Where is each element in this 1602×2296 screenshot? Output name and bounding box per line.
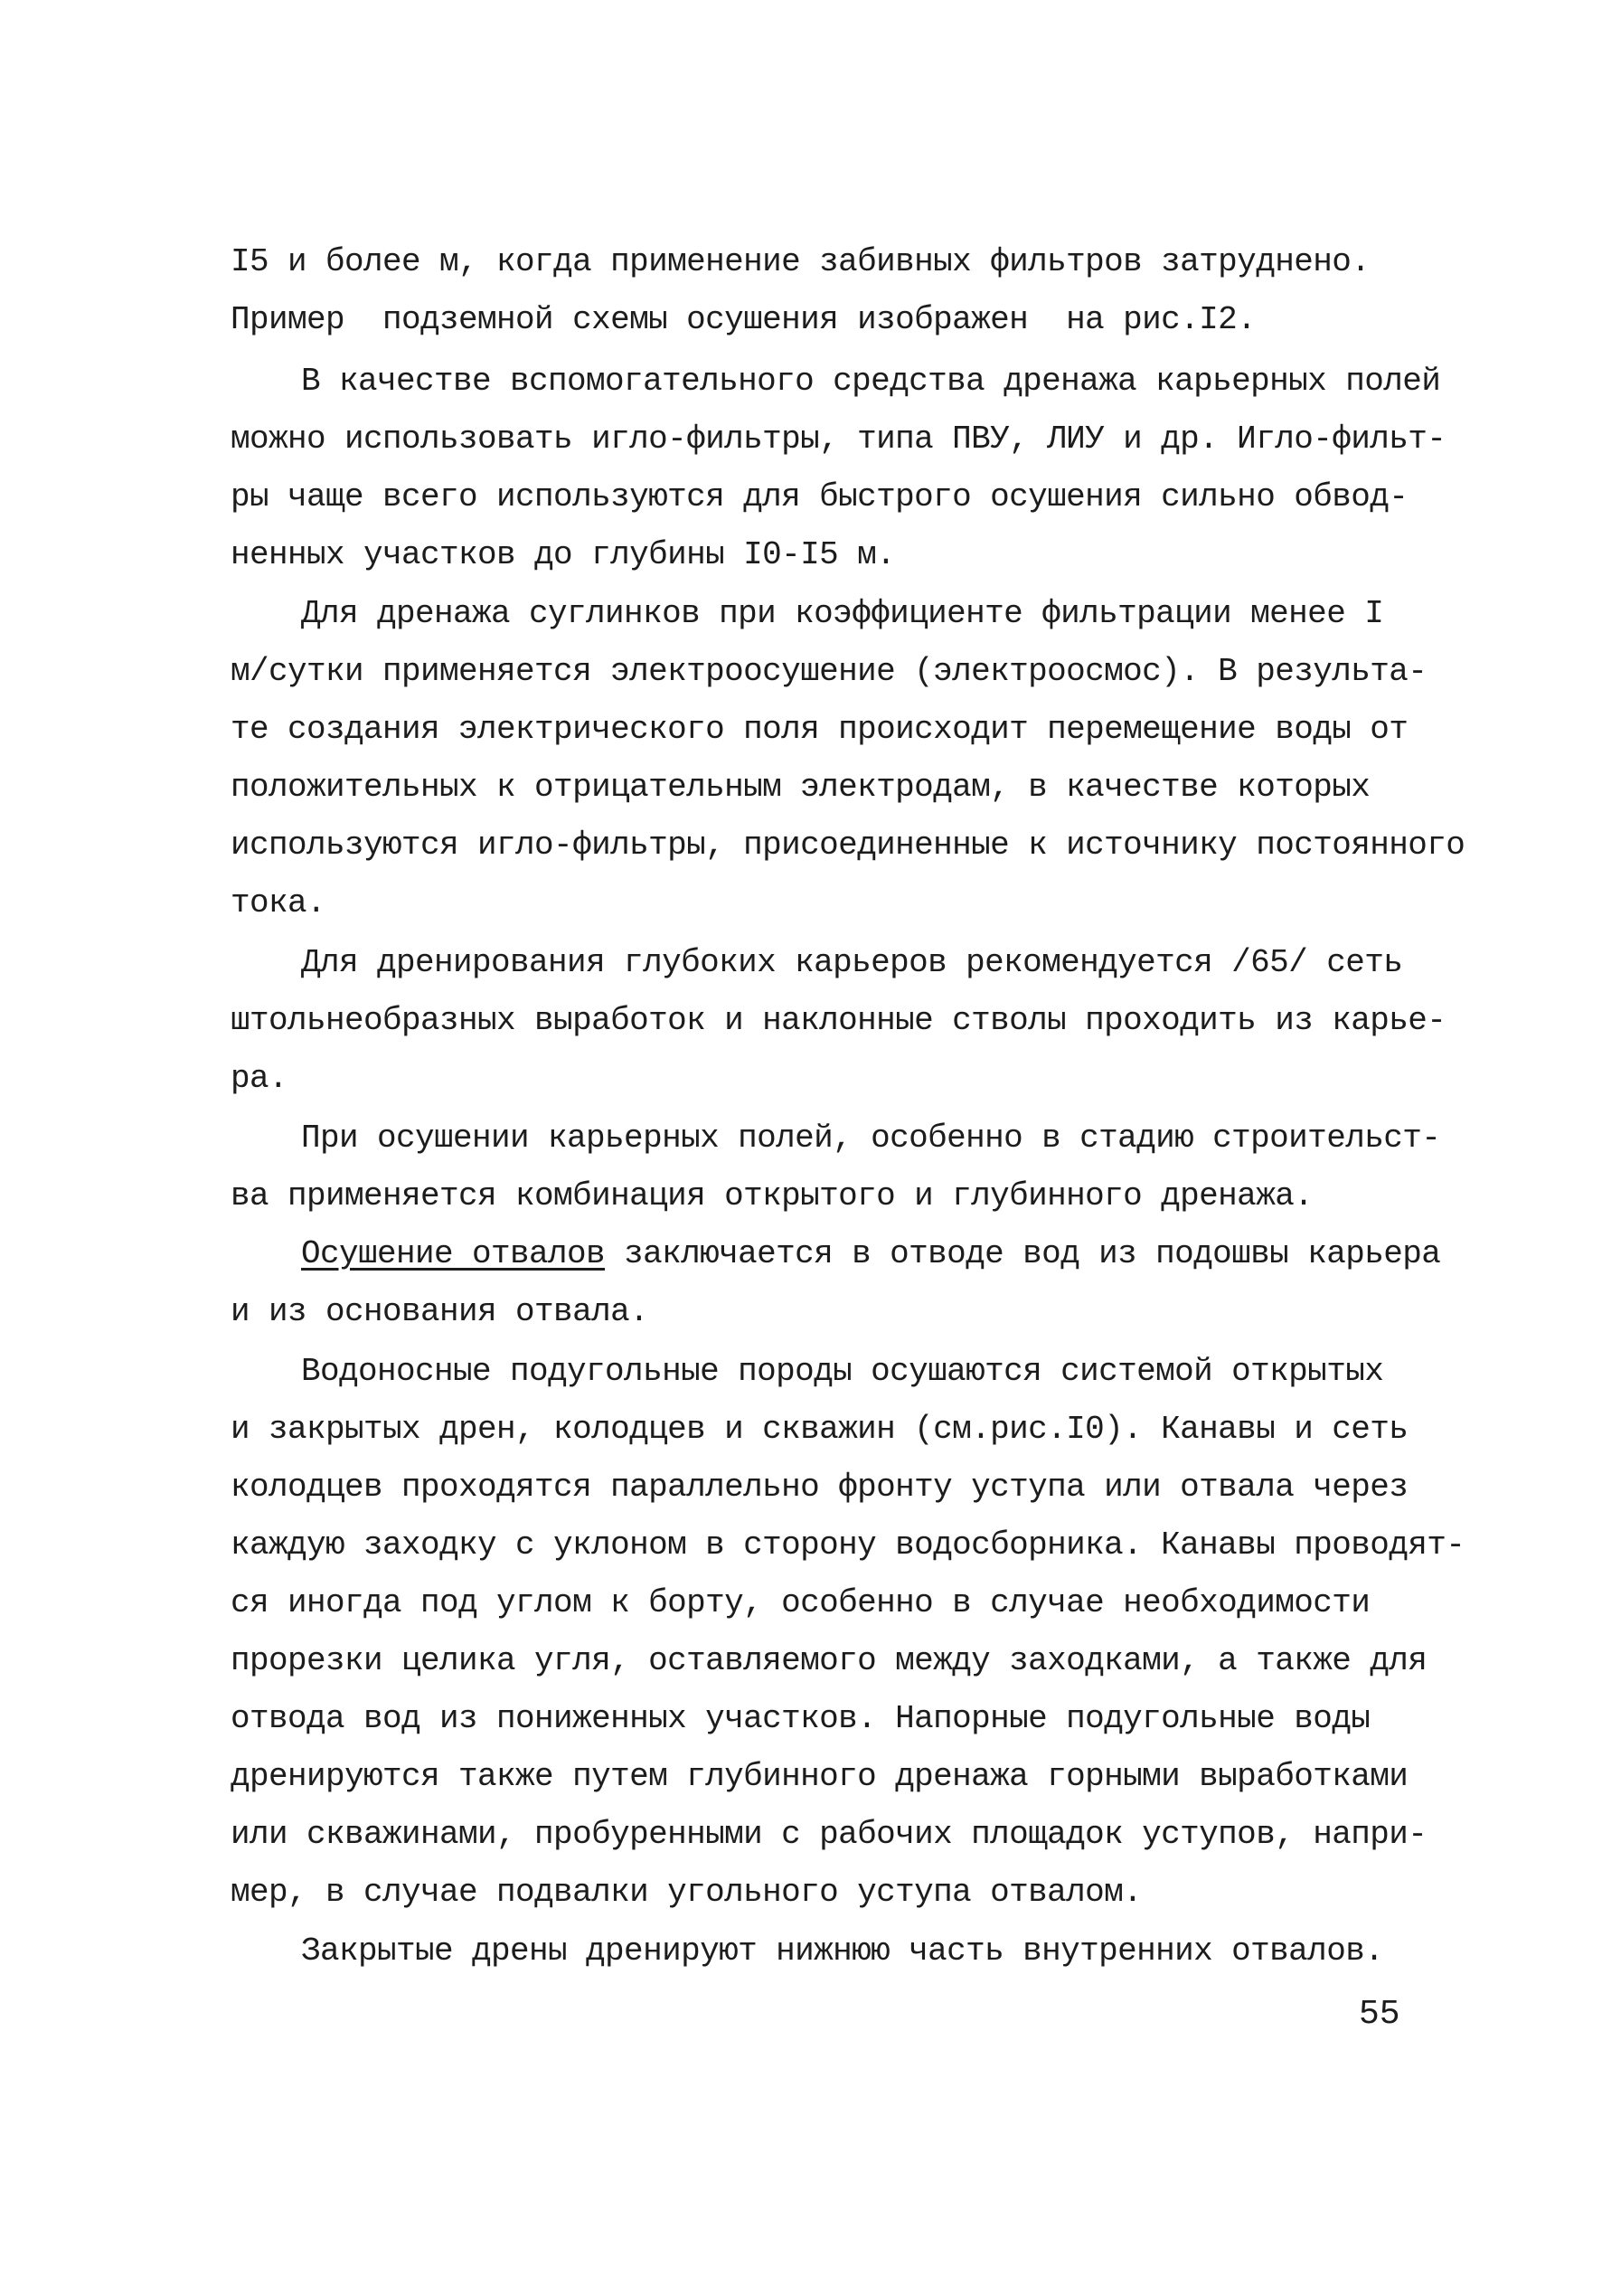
paragraph-first-line: Водоносные подугольные породы осушаются системой открытых: [301, 1353, 1384, 1390]
text-line: Пример подземной схемы осушения изображен на рис.I2.: [231, 301, 1257, 338]
text-line: каждую заходку с уклоном в сторону водосборника. Канавы проводят-: [231, 1526, 1465, 1564]
page-number: 55: [1359, 1995, 1400, 2034]
paragraph-first-line: Для дренирования глубоких карьеров рекомендуется /65/ сеть: [301, 944, 1403, 981]
paragraph-first-line: [301, 1236, 1440, 1272]
paragraph-first-line: Закрытые дрены дренируют нижнюю часть внутренних отвалов.: [301, 1932, 1384, 1970]
text-line: колодцев проходятся параллельно фронту уступа или отвала через: [231, 1469, 1409, 1506]
text-span: заключается в отводе вод из подошвы карьера: [605, 1235, 1441, 1272]
text-line: ры чаще всего используются для быстрого осушения сильно обвод-: [231, 478, 1409, 515]
text-line: используются игло-фильтры, присоединенные к источнику постоянного: [231, 827, 1465, 864]
text-line: можно использовать игло-фильтры, типа ПВУ, ЛИУ и др. Игло-фильт-: [231, 420, 1447, 458]
text-line: и из основания отвала.: [231, 1293, 649, 1330]
paragraph-first-line: В качестве вспомогательного средства дренажа карьерных полей: [301, 363, 1441, 400]
text-line: отвода вод из пониженных участков. Напорные подугольные воды: [231, 1700, 1371, 1737]
text-line: м/сутки применяется электроосушение (электроосмос). В результа-: [231, 653, 1428, 690]
paragraph-first-line: При осушении карьерных полей, особенно в стадию строительст-: [301, 1120, 1441, 1157]
text-line: или скважинами, пробуренными с рабочих площадок уступов, напри-: [231, 1816, 1428, 1853]
text-line: положительных к отрицательным электродам, в качестве которых: [231, 769, 1371, 806]
text-line: прорезки целика угля, оставляемого между заходками, а также для: [231, 1642, 1428, 1679]
text-line: I5 и более м, когда применение забивных фильтров затруднено.: [231, 243, 1371, 280]
underlined-term: Осушение отвалов: [301, 1235, 606, 1272]
text-line: и закрытых дрен, колодцев и скважин (см.рис.I0). Канавы и сеть: [231, 1411, 1409, 1448]
text-line: ва применяется комбинация открытого и глубинного дренажа.: [231, 1177, 1314, 1214]
text-line: ненных участков до глубины I0-I5 м.: [231, 536, 896, 573]
text-line: мер, в случае подвалки угольного уступа отвалом.: [231, 1874, 1143, 1911]
text-line: ра.: [231, 1060, 288, 1097]
paragraph-first-line: Для дренажа суглинков при коэффициенте фильтрации менее I: [301, 595, 1384, 632]
text-line: те создания электрического поля происходит перемещение воды от: [231, 711, 1409, 748]
text-line: тока.: [231, 884, 326, 921]
text-line: дренируются также путем глубинного дренажа горными выработками: [231, 1758, 1409, 1795]
text-line: ся иногда под углом к борту, особенно в случае необходимости: [231, 1584, 1371, 1621]
text-line: штольнеобразных выработок и наклонные стволы проходить из карье-: [231, 1002, 1447, 1039]
